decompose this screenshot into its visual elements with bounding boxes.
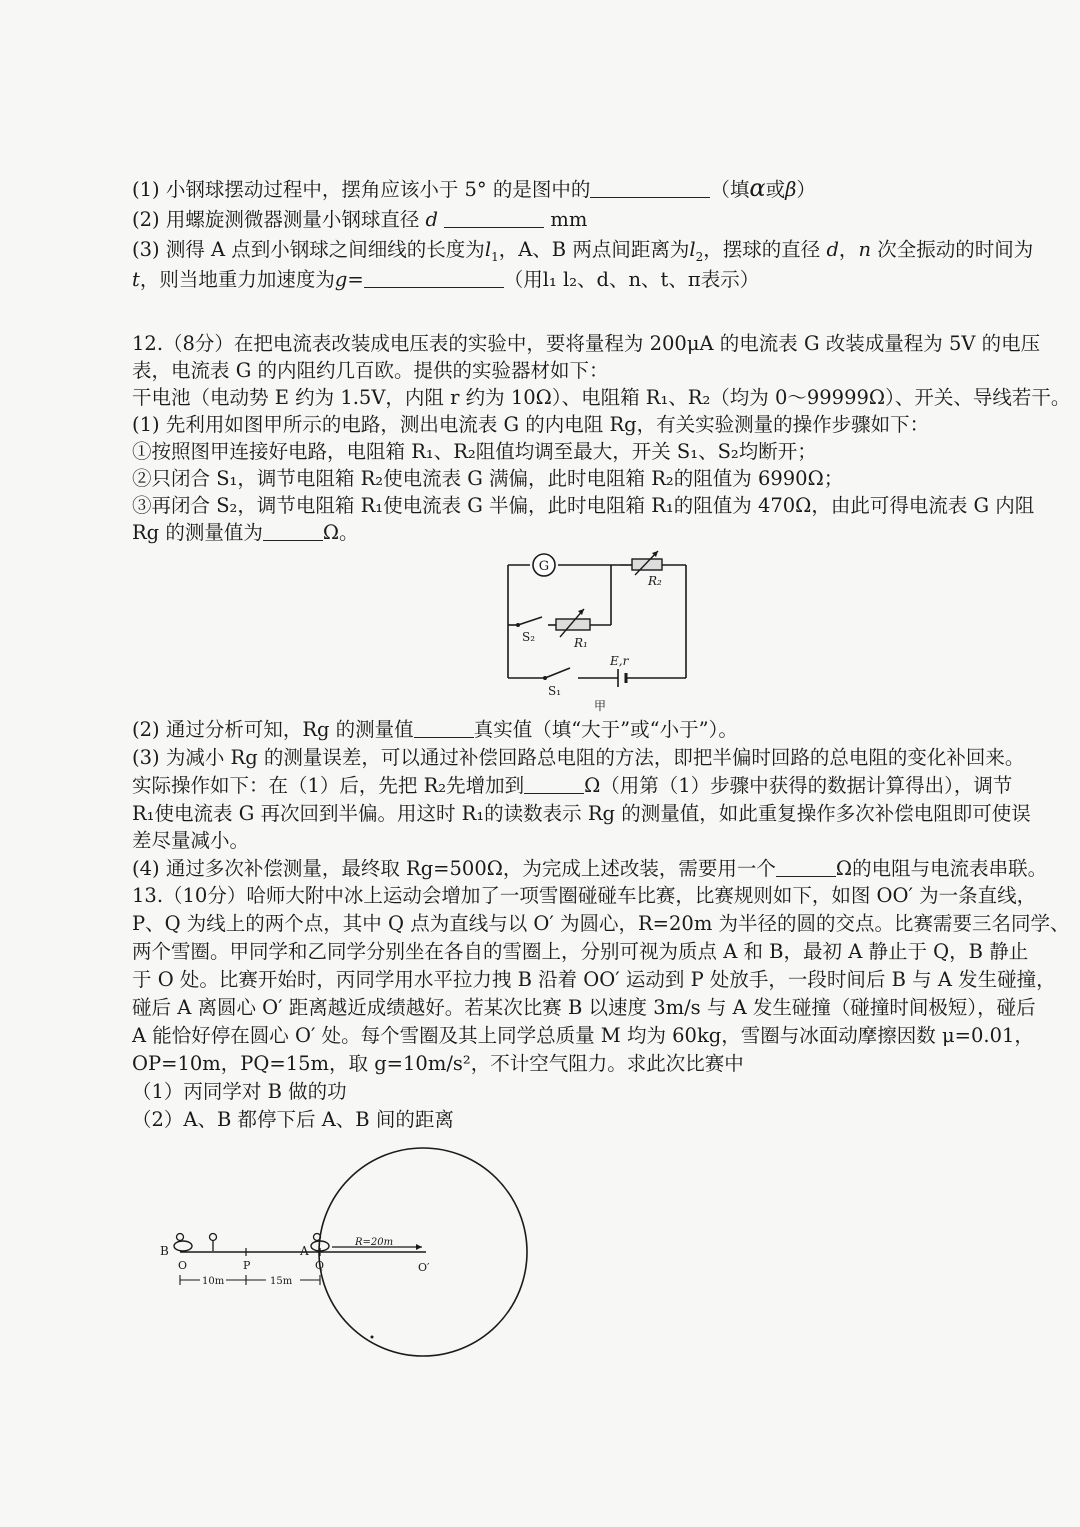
svg-text:R₁: R₁ — [574, 636, 588, 650]
answer-blank[interactable] — [444, 207, 544, 228]
q12-intro-1: 12.（8分）在把电流表改装成电压表的实验中，要将量程为 200μA 的电流表 G 改装成量程为 5V 的电压 — [132, 332, 1041, 355]
answer-blank[interactable] — [776, 856, 836, 877]
q13-line-7: OP=10m，PQ=15m，取 g=10m/s²，不计空气阻力。求此次比赛中 — [132, 1052, 744, 1075]
q12-part4: (4) 通过多次补偿测量，最终取 Rg=500Ω，为完成上述改装，需要用一个 Ω的电阻与电流表串联。 — [132, 857, 1048, 880]
svg-text:O′: O′ — [418, 1261, 430, 1274]
q13-question-2: （2）A、B 都停下后 A、B 间的距离 — [132, 1108, 454, 1131]
q13-line-6: A 能恰好停在圆心 O′ 处。每个雪圈及其上同学总质量 M 均为 60kg，雪圈与冰面动摩擦因数 μ=0.01， — [132, 1024, 1034, 1047]
svg-text:O: O — [178, 1259, 188, 1272]
person-pulling-icon — [210, 1234, 217, 1252]
answer-blank[interactable] — [590, 177, 710, 198]
svg-text:E,r: E,r — [610, 654, 629, 668]
q13-line-1: 13.（10分）哈师大附中冰上运动会增加了一项雪圈碰碰车比赛，比赛规则如下，如图 OO′ 为一条直线， — [132, 884, 1037, 907]
svg-text:A: A — [300, 1244, 309, 1258]
svg-text:S₁: S₁ — [548, 684, 562, 698]
answer-blank[interactable] — [263, 520, 323, 541]
q13-line-2: P、Q 为线上的两个点，其中 Q 点为直线与以 O′ 为圆心，R=20m 为半径的圆的交点。比赛需要三名同学、 — [132, 912, 1070, 935]
q13-line-3: 两个雪圈。甲同学和乙同学分别坐在各自的雪圈上，分别可视为质点 A 和 B，最初 A 静止于 Q，B 静止 — [132, 940, 1029, 963]
q12-step2: ②只闭合 S₁，调节电阻箱 R₂使电流表 G 满偏，此时电阻箱 R₂的阻值为 6990Ω； — [132, 467, 844, 490]
q11-part2: (2) 用螺旋测微器测量小钢球直径 d mm — [132, 208, 588, 231]
q11-part3-cont: t，则当地重力加速度为g= （用l₁ l₂、d、n、t、π表示） — [132, 268, 760, 291]
q13-line-5: 碰后 A 离圆心 O′ 距离越近成绩越好。若某次比赛 B 以速度 3m/s 与 A 发生碰撞（碰撞时间极短），碰后 — [132, 996, 1036, 1019]
alpha-symbol: α — [749, 174, 766, 202]
svg-text:B: B — [160, 1244, 169, 1258]
q12-part3-3: R₁使电流表 G 再次回到半偏。用这时 R₁的读数表示 Rg 的测量值，如此重复操作多次补偿电阻即可使误 — [132, 802, 1031, 825]
svg-text:Q: Q — [315, 1259, 325, 1272]
answer-blank[interactable] — [524, 773, 584, 794]
q12-part3-2: 实际操作如下：在（1）后，先把 R₂先增加到 Ω（用第（1）步骤中获得的数据计算得出），调节 — [132, 774, 1013, 797]
snow-ring-b-icon — [174, 1234, 192, 1252]
svg-text:G: G — [538, 559, 550, 574]
q11-part1: (1) 小钢球摆动过程中，摆角应该小于 5° 的是图中的 （填α或β） — [132, 174, 816, 202]
resistor-box-r1 — [556, 619, 590, 630]
q12-part3-4: 差尽量减小。 — [132, 829, 250, 852]
radius-label: R=20m — [355, 1237, 394, 1248]
q11-part3: (3) 测得 A 点到小钢球之间细线的长度为$l_1$，A、B 两点间距离为$l_2$，摆球的直径 d，n 次全振动的时间为 — [132, 238, 1034, 264]
svg-text:P: P — [243, 1259, 251, 1272]
q12-part1: (1) 先利用如图甲所示的电路，测出电流表 G 的内电阻 Rg，有关实验测量的操作步骤如下： — [132, 413, 930, 436]
ice-track-diagram — [150, 1145, 550, 1375]
beta-symbol: β — [785, 178, 797, 201]
q13-line-4: 于 O 处。比赛开始时，丙同学用水平拉力拽 B 沿着 OO′ 运动到 P 处放手，一段时间后 B 与 A 发生碰撞， — [132, 968, 1056, 991]
q12-intro-2: 表，电流表 G 的内阻约几百欧。提供的实验器材如下： — [132, 359, 609, 382]
figure-caption: 甲 — [594, 699, 607, 713]
q12-intro-3: 干电池（电动势 E 约为 1.5V，内阻 r 约为 10Ω）、电阻箱 R₁、R₂（均为 0～99999Ω）、开关、导线若干。 — [132, 386, 1071, 409]
svg-text:S₂: S₂ — [522, 630, 536, 644]
q12-step1: ①按照图甲连接好电路，电阻箱 R₁、R₂阻值均调至最大，开关 S₁、S₂均断开； — [132, 440, 817, 463]
op-distance: 10m — [202, 1276, 225, 1287]
answer-blank[interactable] — [414, 717, 474, 738]
q12-part3-1: (3) 为减小 Rg 的测量误差，可以通过补偿回路总电阻的方法，即把半偏时回路的总电阻的变化补回来。 — [132, 746, 1025, 769]
q12-step3: ③再闭合 S₂，调节电阻箱 R₁使电流表 G 半偏，此时电阻箱 R₁的阻值为 470Ω，由此可得电流表 G 内阻 — [132, 494, 1035, 517]
svg-text:R₂: R₂ — [648, 574, 662, 588]
q12-part2: (2) 通过分析可知，Rg 的测量值 真实值（填“大于”或“小于”）。 — [132, 718, 738, 741]
pq-distance: 15m — [270, 1276, 293, 1287]
resistor-box-r2 — [632, 559, 662, 570]
circuit-diagram — [490, 545, 700, 720]
q12-step3-cont: Rg 的测量值为 Ω。 — [132, 521, 359, 544]
q11-part1-text: (1) 小钢球摆动过程中，摆角应该小于 5° 的是图中的 — [132, 178, 591, 201]
answer-blank[interactable] — [364, 267, 504, 288]
q13-question-1: （1）丙同学对 B 做的功 — [132, 1080, 347, 1103]
